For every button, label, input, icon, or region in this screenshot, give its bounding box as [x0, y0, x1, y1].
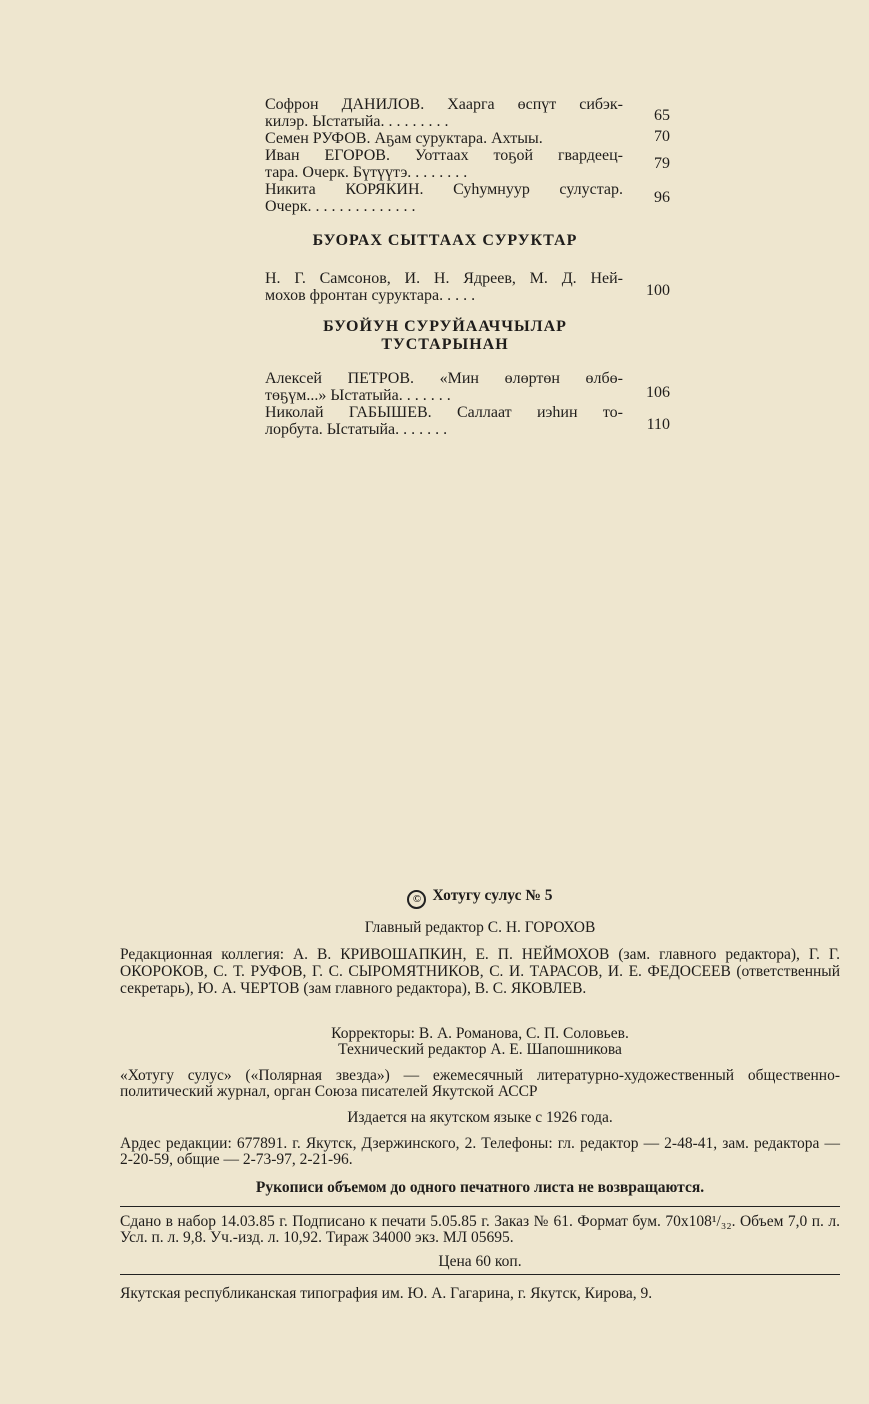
toc-page-number: 110: [646, 416, 670, 433]
toc-entry-line: төҕүм...» Ыстатыйа. . . . . . .: [265, 387, 451, 404]
chief-editor: Главный редактор С. Н. ГОРОХОВ: [364, 919, 596, 936]
toc-entry-line: Н. Г. Самсонов, И. Н. Ядреев, М. Д. Ней-: [265, 270, 623, 287]
toc-entry: [265, 181, 670, 215]
toc-entry-line: Алексей ПЕТРОВ. «Мин өлөртөн өлбө-: [265, 370, 623, 387]
toc-page-number: 100: [646, 282, 670, 299]
editorial-address: Ардес редакции: 677891. г. Якутск, Дзержинского, 2. Телефоны: гл. редактор — 2-48-41, зам. редактора — 2-20-59, общие — 2-73-97, 2-21-96.: [120, 1135, 840, 1168]
correctors: Корректоры: В. А. Романова, С. П. Соловьев.: [331, 1025, 629, 1042]
toc-entry: [265, 270, 670, 304]
journal-issue-text: Хотугу сулус № 5: [432, 887, 553, 904]
journal-issue: [120, 888, 840, 909]
toc-entry: [265, 404, 670, 438]
toc-entry: [265, 130, 670, 147]
toc-entry-line: Николай ГАБЫШЕВ. Саллаат иэһин то-: [265, 404, 623, 421]
section-heading: БУОЙУН СУРУЙААЧЧЫЛАР: [323, 318, 567, 335]
toc-group-bottom: [265, 370, 670, 438]
toc-entry-line: Софрон ДАНИЛОВ. Хаарга өспүт сибэк-: [265, 96, 623, 113]
journal-description: «Хотугу сулус» («Полярная звезда») — ежемесячный литературно-художественный общественно-политический журнал, орган Союза писателей Якутской АССР: [120, 1067, 840, 1100]
publication-note: Издается на якутском языке с 1926 года.: [347, 1109, 613, 1126]
price: Цена 60 коп.: [438, 1253, 522, 1270]
manuscripts-note: Рукописи объемом до одного печатного листа не возвращаются.: [255, 1179, 705, 1196]
toc-page-number: 106: [646, 384, 670, 401]
toc-entry-line: Иван ЕГОРОВ. Уоттаах тоҕой гвардеец-: [265, 147, 623, 164]
toc-group-mid: [265, 270, 670, 304]
toc-group-top: [265, 96, 670, 215]
toc-page-number: 79: [654, 155, 670, 172]
print-info: Сдано в набор 14.03.85 г. Подписано к печати 5.05.85 г. Заказ № 61. Формат бум. 70x108¹/₃₂. Объем 7,0 п. л. Усл. п. л. 9,8. Уч.-изд. л. 10,92. Тираж 34000 экз. МЛ 05695.: [120, 1213, 840, 1246]
toc-entry-line: Никита КОРЯКИН. Суһумнуур сулустар.: [265, 181, 623, 198]
editorial-board: Редакционная коллегия: А. В. КРИВОШАПКИН, Е. П. НЕЙМОХОВ (зам. главного редактора), Г. Г. ОКОРОКОВ, С. Т. РУФОВ, Г. С. СЫРОМЯТНИКОВ, С. И. ТАРАСОВ, И. Е. ФЕДОСЕЕВ (ответственный секретарь), Ю. А. ЧЕРТОВ (зам главного редактора), В. С. ЯКОВЛЕВ.: [120, 946, 840, 997]
section-heading: ТУСТАРЫНАН: [381, 336, 509, 353]
copyright-icon: ©: [407, 890, 426, 909]
divider: [120, 1206, 840, 1207]
toc-page-number: 96: [654, 189, 670, 206]
printer-info: Якутская республиканская типография им. Ю. А. Гагарина, г. Якутск, Кирова, 9.: [120, 1285, 653, 1302]
toc-entry-line: лорбута. Ыстатыйа. . . . . . .: [265, 421, 448, 438]
toc-entry-line: Семен РУФОВ. Аҕам суруктара. Ахтыы.: [265, 130, 543, 147]
toc-entry-line: мохов фронтан суруктара. . . . .: [265, 287, 476, 304]
divider: [120, 1274, 840, 1275]
technical-editor: Технический редактор А. Е. Шапошникова: [338, 1041, 622, 1058]
toc-page-number: 70: [654, 128, 670, 145]
toc-page-number: 65: [654, 107, 670, 124]
toc-entry: [265, 147, 670, 181]
toc-entry: [265, 96, 670, 130]
toc-entry-line: тара. Очерк. Бүтүүтэ. . . . . . . .: [265, 164, 468, 181]
toc-entry-line: Очерк. . . . . . . . . . . . . .: [265, 198, 416, 215]
toc-entry: [265, 370, 670, 404]
section-heading: БУОРАХ СЫТТААХ СУРУКТАР: [312, 232, 578, 249]
toc-entry-line: килэр. Ыстатыйа. . . . . . . . .: [265, 113, 449, 130]
